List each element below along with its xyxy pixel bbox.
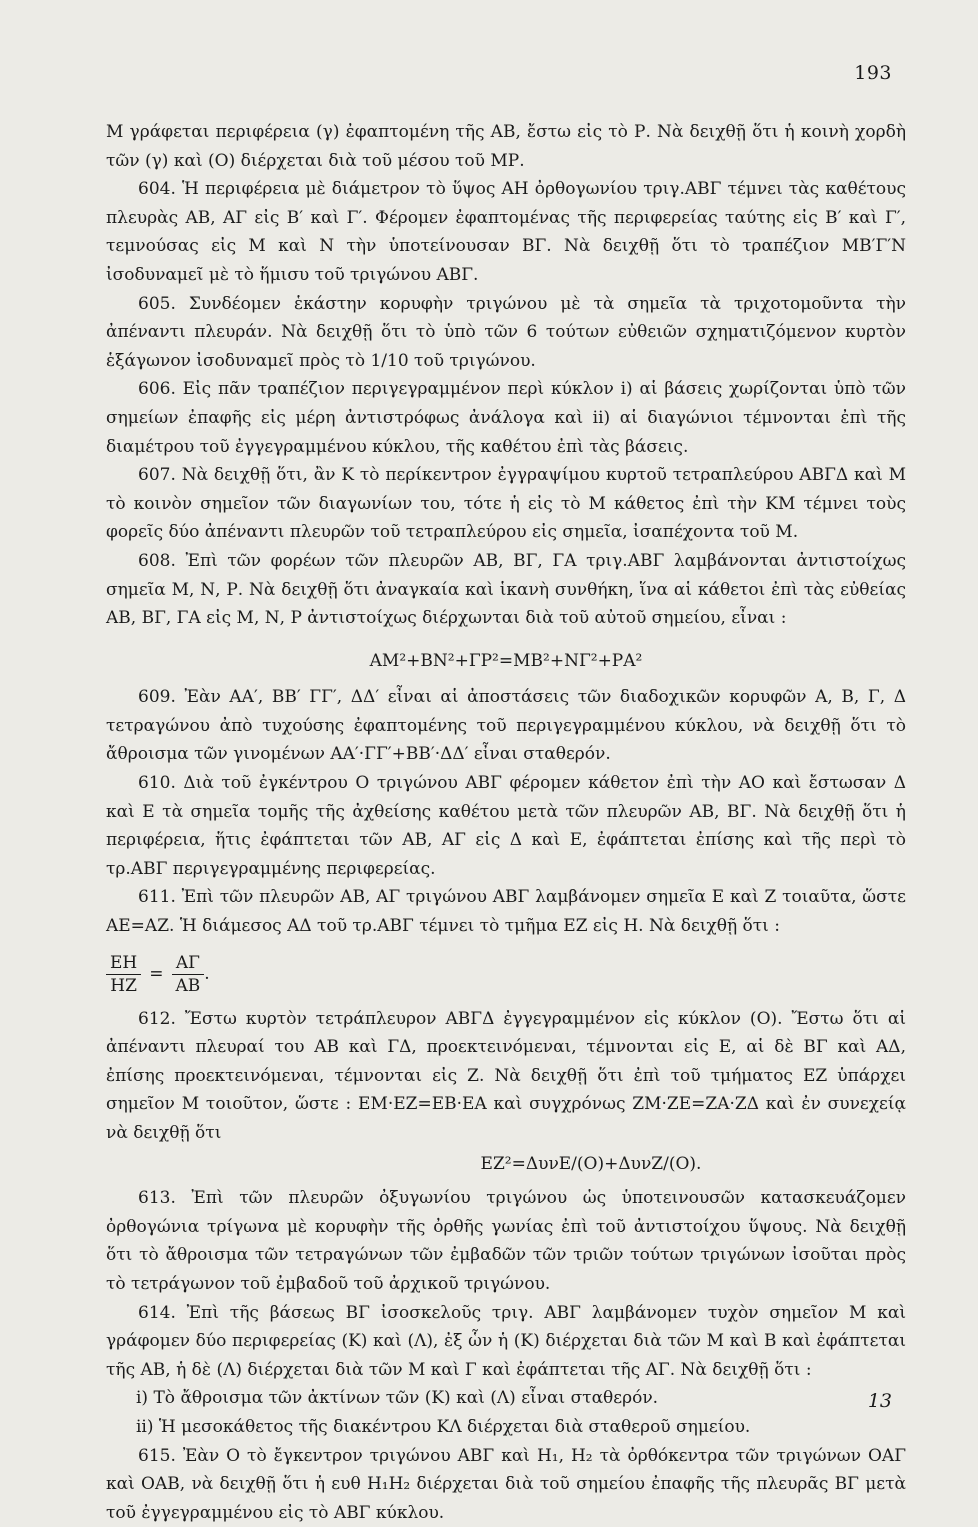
signature-mark: 13 [867, 1390, 892, 1412]
page-content [106, 118, 906, 1527]
fraction-period: . [204, 964, 210, 985]
page-number: 193 [854, 62, 892, 84]
paragraph-603-continuation: Μ γράφεται περιφέρεια (γ) ἐφαπτομένη τῆς ΑΒ, ἔστω εἰς τὸ Ρ. Νὰ δειχθῇ ὅτι ἡ κοινὴ χορδὴ τῶν (γ) καὶ (Ο) διέρχεται διὰ τοῦ μέσου τοῦ ΜΡ. [106, 122, 906, 171]
exercise-614-item-ii: ii) Ἡ μεσοκάθετος τῆς διακέντρου ΚΛ διέρχεται διὰ σταθεροῦ σημείου. [136, 1416, 751, 1437]
exercise-612: 612. Ἔστω κυρτὸν τετράπλευρον ΑΒΓΔ ἐγγεγραμμένον εἰς κύκλον (Ο). Ἔστω ὅτι αἱ ἀπέναντι πλευραί του ΑΒ καὶ ΓΔ, προεκτεινόμεναι, τέμνονται εἰς Ε, αἱ δὲ ΒΓ καὶ ΑΔ, ἐπίσης προεκτεινόμεναι, τέμνονται εἰς Ζ. Νὰ δειχθῇ ὅτι ἐπὶ τοῦ τμήματος ΕΖ ὑπάρχει σημεῖον Μ τοιοῦτον, ὥστε : ΕΜ·ΕΖ=ΕΒ·ΕΑ καὶ συγχρόνως ΖΜ·ΖΕ=ΖΑ·ΖΔ καὶ ἐν συνεχείᾳ νὰ δειχθῇ ὅτι [106, 1008, 906, 1143]
fraction-611 [106, 945, 906, 1005]
exercise-615: 615. Ἐὰν Ο τὸ ἔγκεντρον τριγώνου ΑΒΓ καὶ Η₁, Η₂ τὰ ὀρθόκεντρα τῶν τριγώνων ΟΑΓ καὶ ΟΑΒ, νὰ δειχθῇ ὅτι ἡ ευθ Η₁Η₂ διέρχεται διὰ τοῦ σημείου ἐπαφῆς τῆς πλευρᾶς ΒΓ μετὰ τοῦ ἐγγεγραμμένου εἰς τὸ ΑΒΓ κύκλου. [106, 1445, 906, 1523]
exercise-614: 614. Ἐπὶ τῆς βάσεως ΒΓ ἰσοσκελοῦς τριγ. ΑΒΓ λαμβάνομεν τυχὸν σημεῖον Μ καὶ γράφομεν δύο περιφερείας (Κ) καὶ (Λ), ἐξ ὧν ἡ (Κ) διέρχεται διὰ τῶν Μ καὶ Β καὶ ἐφάπτεται τῆς ΑΒ, ἡ δὲ (Λ) διέρχεται διὰ τῶν Μ καὶ Γ καὶ ἐφάπτεται τῆς ΑΓ. Νὰ δειχθῇ ὅτι : [106, 1302, 906, 1380]
formula-612: ΕΖ²=ΔυνΕ/(Ο)+ΔυνΖ/(Ο). [480, 1153, 702, 1174]
exercise-607: 607. Νὰ δειχθῇ ὅτι, ἂν Κ τὸ περίκεντρον ἐγγραψίμου κυρτοῦ τετραπλεύρου ΑΒΓΔ καὶ Μ τὸ κοινὸν σημεῖον τῶν διαγωνίων του, τότε ἡ εἰς τὸ Μ κάθετος ἐπὶ τὴν ΚΜ τέμνει τοὺς φορεῖς δύο ἀπέναντι πλευρῶν τοῦ τετραπλεύρου εἰς σημεῖα, ἰσαπέχοντα τοῦ Μ. [106, 465, 906, 543]
formula-608: ΑΜ²+ΒΝ²+ΓΡ²=ΜΒ²+ΝΓ²+ΡΑ² [369, 650, 643, 671]
exercise-611: 611. Ἐπὶ τῶν πλευρῶν ΑΒ, ΑΓ τριγώνου ΑΒΓ λαμβάνομεν σημεῖα Ε καὶ Ζ τοιαῦτα, ὥστε ΑΕ=ΑΖ. Ἡ διάμεσος ΑΔ τοῦ τρ.ΑΒΓ τέμνει τὸ τμῆμα ΕΖ εἰς Η. Νὰ δειχθῇ ὅτι : [106, 887, 906, 937]
exercise-613: 613. Ἐπὶ τῶν πλευρῶν ὀξυγωνίου τριγώνου ὡς ὑποτεινουσῶν κατασκευάζομεν ὀρθογώνια τρίγωνα μὲ κορυφὴν τῆς ὀρθῆς γωνίας ἐπὶ τοῦ ἀντιστοίχου ὕψους. Νὰ δειχθῇ ὅτι τὸ ἄθροισμα τῶν τετραγώνων τῶν ἐμβαδῶν τῶν τριῶν τούτων τριγώνων ἰσοῦται πρὸς τὸ τετράγωνον τοῦ ἐμβαδοῦ τοῦ ἀρχικοῦ τριγώνου. [106, 1188, 906, 1294]
fraction-equals: = [149, 964, 164, 985]
fraction-right-numerator: ΑΓ [172, 952, 204, 975]
exercise-604: 604. Ἡ περιφέρεια μὲ διάμετρον τὸ ὕψος ΑΗ ὀρθογωνίου τριγ.ΑΒΓ τέμνει τὰς καθέτους πλευρὰς ΑΒ, ΑΓ εἰς Β′ καὶ Γ′. Φέρομεν ἐφαπτομένας τῆς περιφερείας ταύτης εἰς Β′ καὶ Γ′, τεμνούσας εἰς Μ καὶ Ν τὴν ὑποτείνουσαν ΒΓ. Νὰ δειχθῇ ὅτι τὸ τραπέζιον ΜΒ′Γ′Ν ἰσοδυναμεῖ μὲ τὸ ἥμισυ τοῦ τριγώνου ΑΒΓ. [106, 179, 906, 285]
exercise-605: 605. Συνδέομεν ἑκάστην κορυφὴν τριγώνου μὲ τὰ σημεῖα τὰ τριχοτομοῦντα τὴν ἀπέναντι πλευράν. Νὰ δειχθῇ ὅτι τὸ ὑπὸ τῶν 6 τούτων εὐθειῶν σχηματιζόμενον κυρτὸν ἑξάγωνον ἰσοδυναμεῖ πρὸς τὸ 1/10 τοῦ τριγώνου. [106, 293, 906, 371]
exercise-610: 610. Διὰ τοῦ ἐγκέντρου Ο τριγώνου ΑΒΓ φέρομεν κάθετον ἐπὶ τὴν ΑΟ καὶ ἔστωσαν Δ καὶ Ε τὰ σημεῖα τομῆς τῆς ἀχθείσης καθέτου μετὰ τῶν πλευρῶν ΑΒ, ΒΓ. Νὰ δειχθῇ ὅτι ἡ περιφέρεια, ἥτις ἐφάπτεται τῶν ΑΒ, ΑΓ εἰς Δ καὶ Ε, ἐφάπτεται ἐπίσης καὶ τῆς περὶ τὸ τρ.ΑΒΓ περιγεγραμμένης περιφερείας. [106, 773, 906, 879]
exercise-606: 606. Εἰς πᾶν τραπέζιον περιγεγραμμένον περὶ κύκλον i) αἱ βάσεις χωρίζονται ὑπὸ τῶν σημείων ἐπαφῆς εἰς μέρη ἀντιστρόφως ἀνάλογα καὶ ii) αἱ διαγώνιοι τέμνονται ἐπὶ τῆς διαμέτρου τοῦ ἐγγεγραμμένου κύκλου, τῆς καθέτου ἐπὶ τὰς βάσεις. [106, 379, 906, 457]
fraction-left [106, 952, 141, 997]
fraction-right-denominator: ΑΒ [175, 976, 201, 997]
fraction-left-numerator: ΕΗ [106, 952, 141, 975]
fraction-right [172, 952, 205, 997]
fraction-left-denominator: ΗΖ [110, 976, 137, 997]
exercise-614-item-i: i) Τὸ ἄθροισμα τῶν ἀκτίνων τῶν (Κ) καὶ (Λ) εἶναι σταθερόν. [136, 1388, 659, 1409]
exercise-609: 609. Ἐὰν ΑΑ′, ΒΒ′ ΓΓ′, ΔΔ′ εἶναι αἱ ἀποστάσεις τῶν διαδοχικῶν κορυφῶν Α, Β, Γ, Δ τετραγώνου ἀπὸ τυχούσης ἐφαπτομένης τοῦ περιγεγραμμένου κύκλου, νὰ δειχθῇ ὅτι τὸ ἄθροισμα τῶν γινομένων ΑΑ′·ΓΓ′+ΒΒ′·ΔΔ′ εἶναι σταθερόν. [106, 687, 906, 765]
exercise-608: 608. Ἐπὶ τῶν φορέων τῶν πλευρῶν ΑΒ, ΒΓ, ΓΑ τριγ.ΑΒΓ λαμβάνονται ἀντιστοίχως σημεῖα Μ, Ν, Ρ. Νὰ δειχθῇ ὅτι ἀναγκαία καὶ ἱκανὴ συνθήκη, ἵνα αἱ κάθετοι ἐπὶ τὰς εὐθείας ΑΒ, ΒΓ, ΓΑ εἰς Μ, Ν, Ρ ἀντιστοίχως διέρχωνται διὰ τοῦ αὐτοῦ σημείου, εἶναι : [106, 550, 906, 629]
